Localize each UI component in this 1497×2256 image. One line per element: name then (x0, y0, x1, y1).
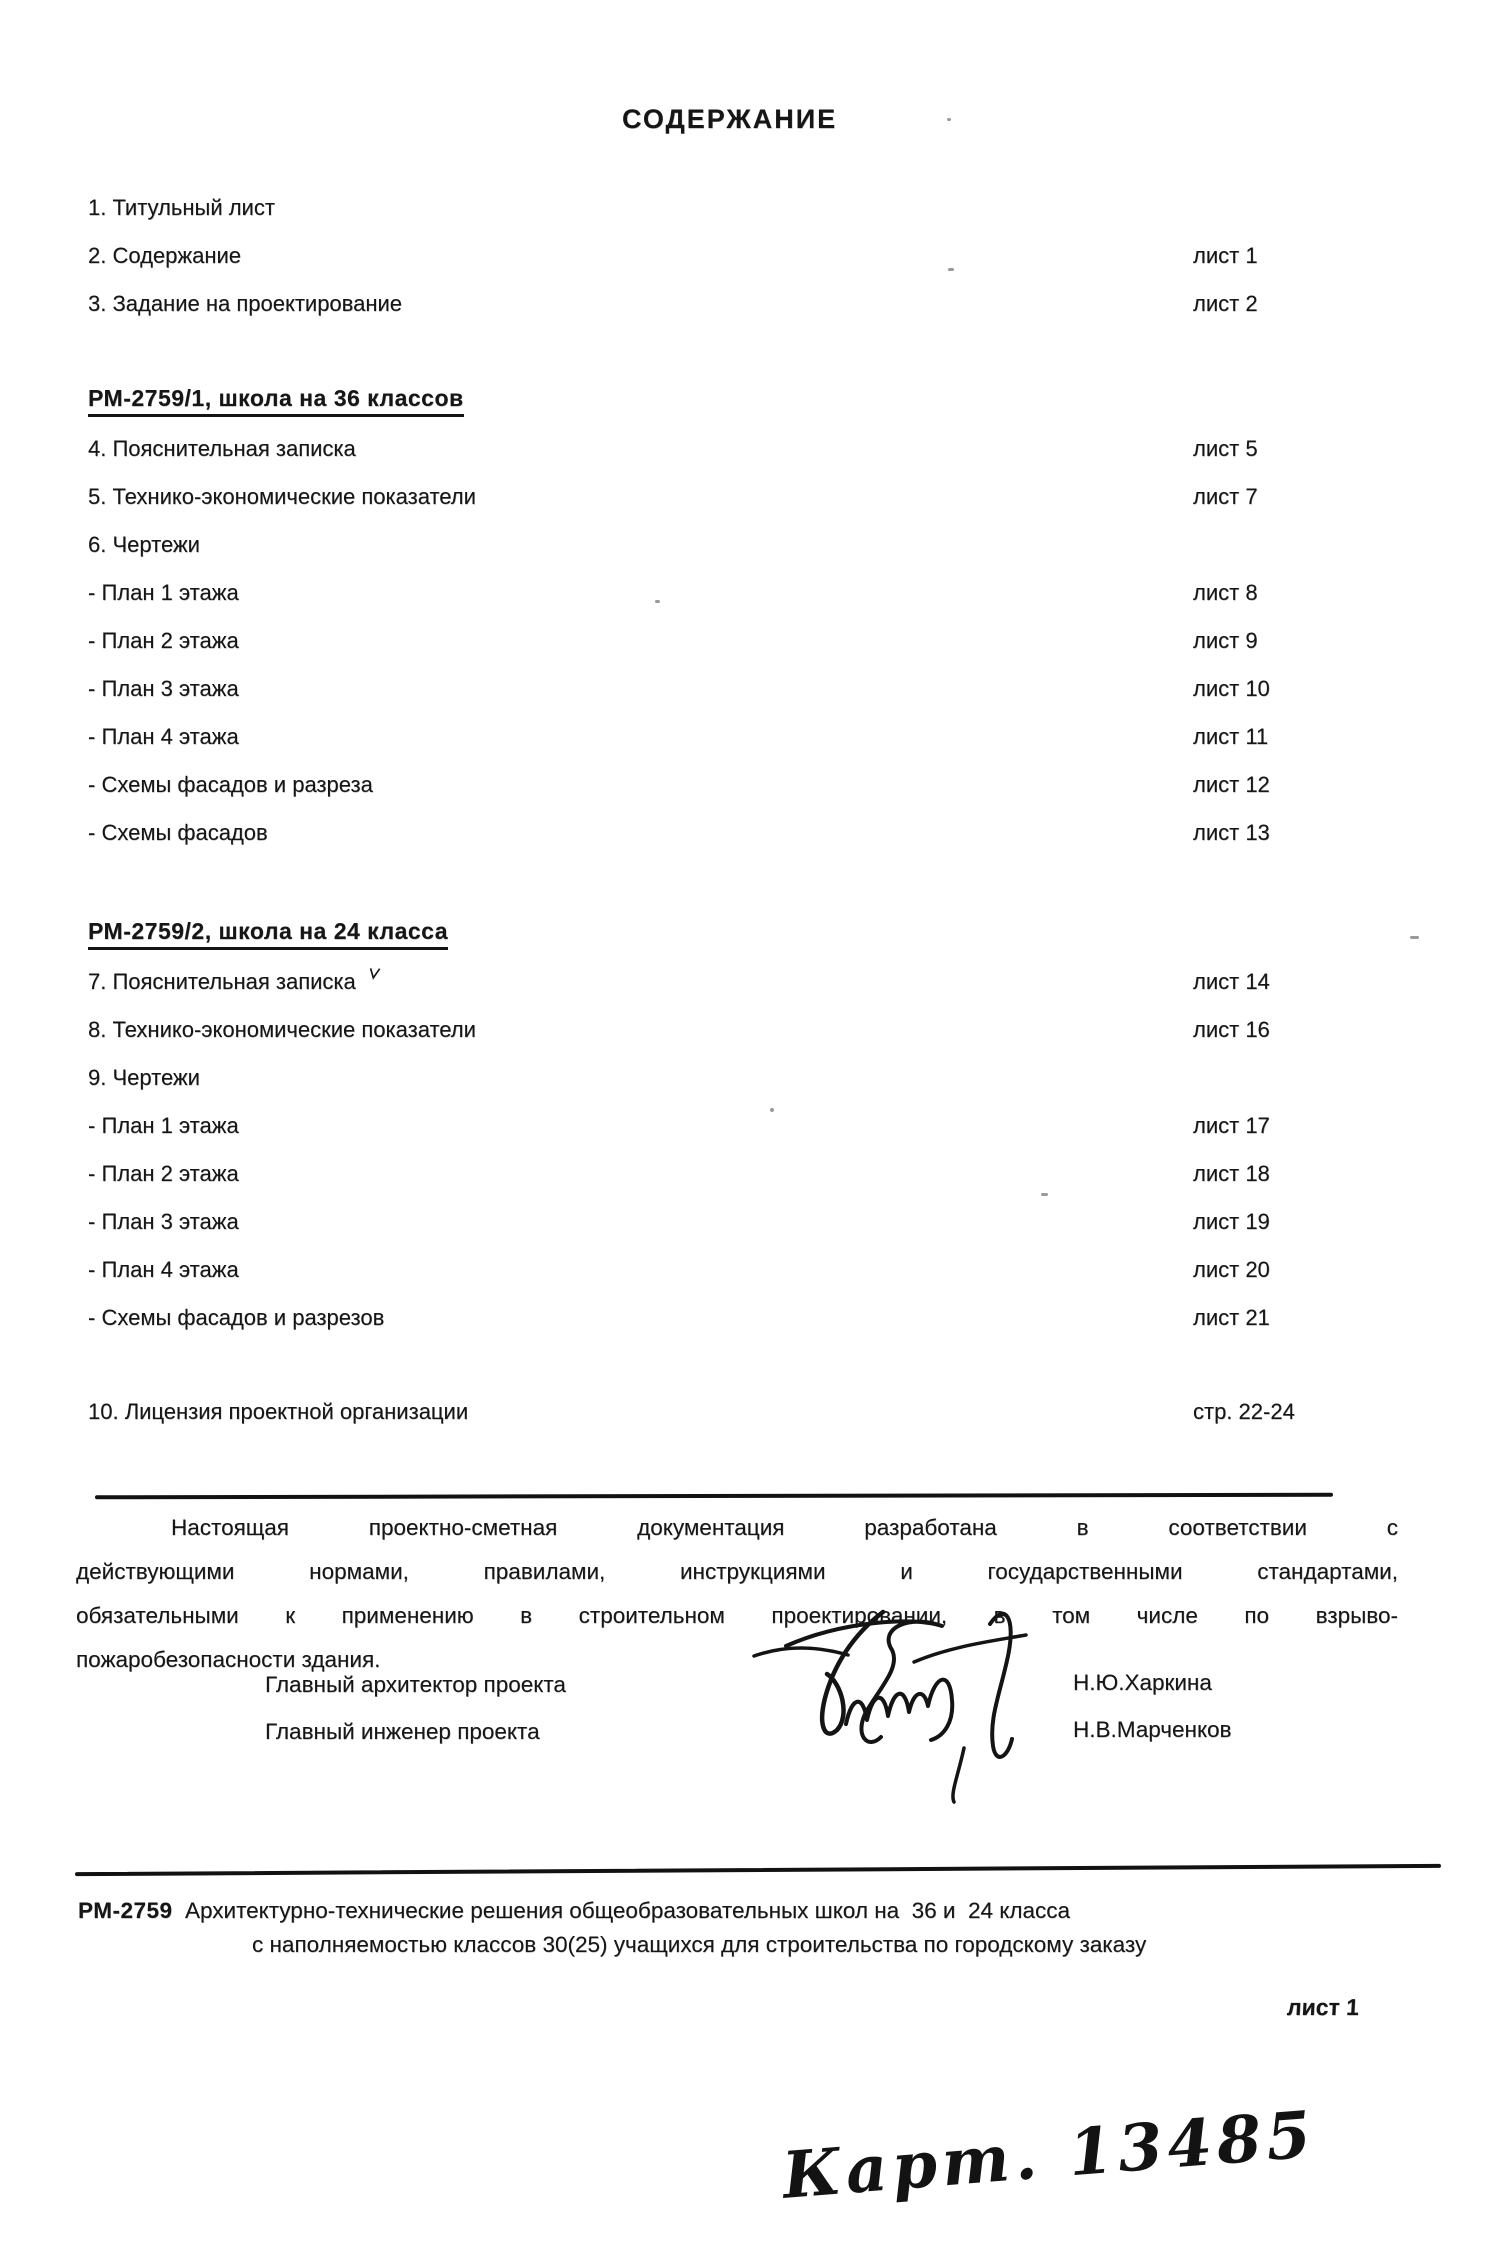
toc-item-label: 3. Задание на проектирование (88, 291, 403, 316)
toc-section-heading: РМ-2759/2, школа на 24 класса (88, 910, 1448, 958)
scan-speck (948, 268, 954, 271)
toc-row (88, 617, 1448, 665)
toc-row (88, 1294, 1448, 1342)
toc-row (88, 280, 1448, 328)
footer-title-line2: с наполняемостью классов 30(25) учащихся для строительства по городскому заказу (252, 1932, 1147, 1957)
footer-title-line1 (78, 1898, 1070, 1924)
toc-row (88, 665, 1448, 713)
signature-role-label: Главный инженер проекта (265, 1719, 540, 1744)
toc-item-label: 2. Содержание (88, 243, 242, 268)
toc-item-label: 9. Чертежи (88, 1065, 200, 1090)
toc-row (88, 232, 1448, 280)
toc-item-page: лист 16 (1193, 1017, 1270, 1042)
toc-item-label: 5. Технико-экономические показатели (88, 484, 476, 509)
toc-section (88, 377, 1448, 857)
toc-section-heading: РМ-2759/1, школа на 36 классов (88, 377, 1448, 425)
toc-row (88, 184, 1448, 232)
toc-item-page: лист 8 (1193, 580, 1258, 605)
toc-item-label: - План 4 этажа (88, 724, 239, 749)
toc-item-label: - План 3 этажа (88, 676, 239, 701)
toc-item-label: 7. Пояснительная записка (88, 969, 381, 995)
project-code: РМ-2759 (78, 1898, 173, 1923)
toc-item-page: лист 21 (1193, 1305, 1270, 1330)
toc-row (88, 1150, 1448, 1198)
toc-item-page: лист 13 (1193, 820, 1270, 845)
divider-rule-top (95, 1493, 1333, 1500)
toc-item-page: лист 19 (1193, 1209, 1270, 1234)
toc-item-page: лист 1 (1193, 243, 1258, 268)
toc-section (88, 910, 1448, 1342)
toc-row (88, 521, 1448, 569)
scan-speck (947, 118, 951, 121)
toc-row (88, 809, 1448, 857)
scan-speck (1041, 1193, 1048, 1196)
toc-row (88, 761, 1448, 809)
toc-item-label: - План 4 этажа (88, 1257, 239, 1282)
toc-row (88, 958, 1448, 1006)
toc-item-page: стр. 22-24 (1193, 1399, 1295, 1424)
note-line: пожаробезопасности здания. (76, 1647, 381, 1672)
toc-section (88, 184, 1448, 328)
toc-row (88, 1246, 1448, 1294)
toc-item-page: лист 17 (1193, 1113, 1270, 1138)
scan-speck (655, 600, 660, 603)
toc-row (88, 1102, 1448, 1150)
toc-item-page: лист 14 (1193, 969, 1270, 994)
toc-item-page: лист 12 (1193, 772, 1270, 797)
toc-item-page: лист 18 (1193, 1161, 1270, 1186)
toc-item-label: 10. Лицензия проектной организации (88, 1399, 469, 1424)
signature-name: Н.Ю.Харкина (1073, 1670, 1212, 1695)
toc-item-label: - План 3 этажа (88, 1209, 239, 1234)
signature-role-label: Главный архитектор проекта (265, 1672, 566, 1697)
toc-item-label: 6. Чертежи (88, 532, 200, 557)
note-line: действующими нормами, правилами, инструкциями и государственными стандартами, (76, 1559, 1398, 1584)
sheet-number-stamp: лист 1 (1286, 1994, 1360, 2020)
toc-row (88, 1054, 1448, 1102)
toc-item-label: - План 2 этажа (88, 628, 239, 653)
toc-row (88, 713, 1448, 761)
toc-row (88, 1198, 1448, 1246)
toc-row (88, 473, 1448, 521)
toc-item-label: 1. Титульный лист (88, 195, 275, 220)
toc-item-label: 4. Пояснительная записка (88, 436, 356, 461)
scan-speck (770, 1108, 774, 1112)
toc-row (88, 1388, 1448, 1436)
toc-item-page: лист 9 (1193, 628, 1258, 653)
note-line: обязательными к применению в строительном проектировании, в том числе по взрыво- (76, 1603, 1398, 1628)
toc-item-label: - План 1 этажа (88, 580, 239, 605)
handwritten-signature (728, 1598, 1058, 1808)
toc-item-page: лист 10 (1193, 676, 1270, 701)
toc-item-label: - Схемы фасадов (88, 820, 268, 845)
toc-item-label: - Схемы фасадов и разреза (88, 772, 373, 797)
toc-item-page: лист 5 (1193, 436, 1258, 461)
toc-row (88, 1006, 1448, 1054)
toc (88, 184, 1448, 1436)
scan-speck (1410, 936, 1419, 939)
page-title: СОДЕРЖАНИЕ (622, 104, 838, 134)
toc-item-label: - Схемы фасадов и разрезов (88, 1305, 385, 1330)
signature-name: Н.В.Марченков (1073, 1717, 1232, 1742)
toc-item-page: лист 2 (1193, 291, 1258, 316)
toc-item-label: 8. Технико-экономические показатели (88, 1017, 476, 1042)
toc-section (88, 1388, 1448, 1436)
handwritten-archive-note: Карт. 13485 (779, 2097, 1319, 2214)
toc-row (88, 425, 1448, 473)
handwritten-tick-mark (366, 959, 382, 987)
divider-rule-bottom (75, 1864, 1441, 1876)
toc-row (88, 569, 1448, 617)
footer-title-text: Архитектурно-технические решения общеобразовательных школ на 36 и 24 класса (172, 1898, 1071, 1923)
toc-item-label: - План 1 этажа (88, 1113, 239, 1138)
toc-item-page: лист 11 (1193, 724, 1269, 749)
note-line: Настоящая проектно-сметная документация разработана в соответствии с (171, 1515, 1398, 1540)
toc-item-page: лист 20 (1193, 1257, 1270, 1282)
toc-item-label: - План 2 этажа (88, 1161, 239, 1186)
toc-item-page: лист 7 (1193, 484, 1258, 509)
